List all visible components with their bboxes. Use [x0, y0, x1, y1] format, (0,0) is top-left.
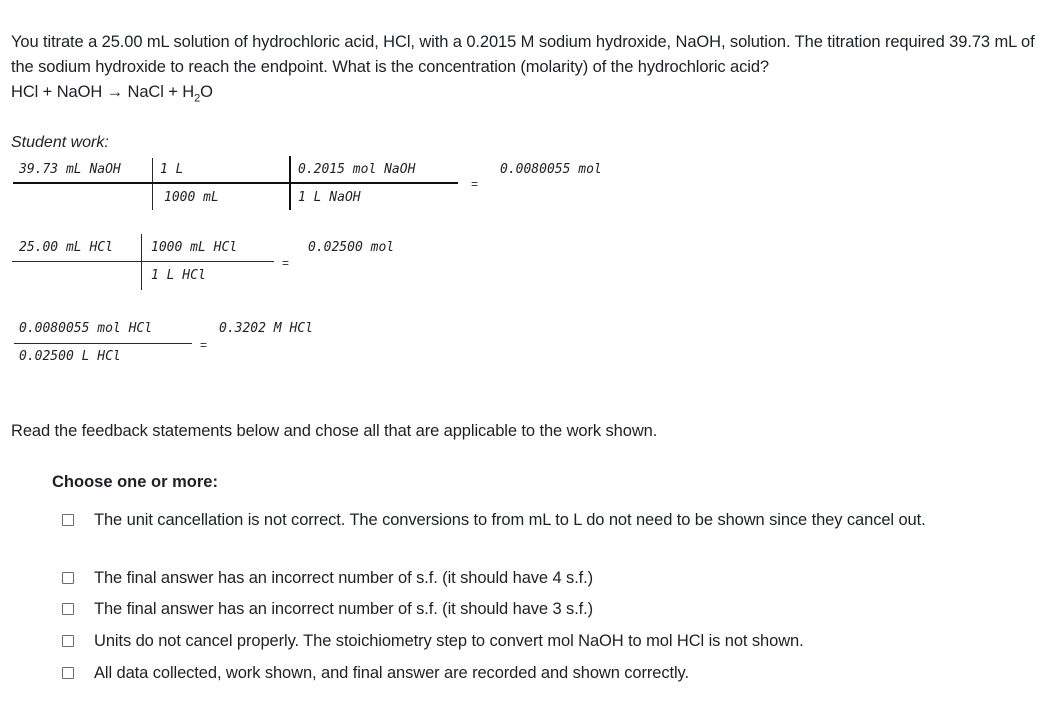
- step1-factor1-denominator: 1000 mL: [164, 190, 219, 205]
- step1-divider-1: [152, 158, 153, 210]
- option-2[interactable]: [62, 565, 972, 591]
- step1-factor2-denominator: 1 L NaOH: [298, 190, 361, 205]
- option-3-checkbox[interactable]: [62, 603, 74, 615]
- step2-factor-denominator: 1 L HCl: [151, 268, 206, 283]
- student-work-label: Student work:: [11, 134, 109, 151]
- step1-start-value: 39.73 mL NaOH: [19, 162, 121, 177]
- step3-denominator: 0.02500 L HCl: [19, 349, 121, 364]
- option-1[interactable]: [62, 507, 972, 533]
- step1-factor1-numerator: 1 L: [160, 162, 184, 177]
- option-1-label[interactable]: The unit cancellation is not correct. The conversions to from mL to L do not need to be shown since they cancel out.: [94, 511, 926, 529]
- feedback-prompt: Read the feedback statements below and chose all that are applicable to the work shown.: [11, 422, 658, 440]
- option-5-checkbox[interactable]: [62, 667, 74, 679]
- step2-divider: [141, 234, 142, 290]
- step1-factor2-numerator: 0.2015 mol NaOH: [298, 162, 416, 177]
- step1-fraction-bar: [13, 182, 458, 184]
- option-2-checkbox[interactable]: [62, 572, 74, 584]
- option-5[interactable]: [62, 660, 972, 686]
- step2-factor-numerator: 1000 mL HCl: [151, 240, 238, 255]
- option-1-checkbox[interactable]: [62, 514, 74, 526]
- option-4[interactable]: [62, 628, 972, 654]
- option-5-label[interactable]: All data collected, work shown, and final answer are recorded and shown correctly.: [94, 664, 689, 682]
- question-text: You titrate a 25.00 mL solution of hydrochloric acid, HCl, with a 0.2015 M sodium hydroxide, NaOH, solution. The titration required 39.73 mL of the sodium hydroxide to reach the endpoint. What is the concentration (molarity) of the hydrochloric acid?: [11, 33, 1035, 76]
- step3-fraction-bar: [14, 343, 192, 344]
- option-2-label[interactable]: The final answer has an incorrect number of s.f. (it should have 4 s.f.): [94, 569, 594, 587]
- reaction-arrow-icon: →: [106, 83, 124, 101]
- option-4-checkbox[interactable]: [62, 635, 74, 647]
- equation-right-suffix: O: [200, 83, 213, 101]
- step3-numerator: 0.0080055 mol HCl: [19, 321, 153, 336]
- step3-equals: =: [200, 338, 208, 352]
- step2-equals: =: [282, 256, 290, 270]
- option-3-label[interactable]: The final answer has an incorrect number of s.f. (it should have 3 s.f.): [94, 600, 594, 618]
- question-text-block: [11, 30, 1035, 105]
- option-3[interactable]: [62, 596, 972, 622]
- option-4-label[interactable]: Units do not cancel properly. The stoichiometry step to convert mol NaOH to mol HCl is not shown.: [94, 632, 804, 650]
- step2-fraction-bar: [12, 261, 274, 262]
- step1-result: 0.0080055 mol: [500, 162, 602, 177]
- chemical-equation: [11, 80, 1035, 105]
- step2-result: 0.02500 mol: [308, 240, 395, 255]
- step1-equals: =: [471, 177, 479, 191]
- equation-subscript: 2: [194, 92, 201, 105]
- step2-start-value: 25.00 mL HCl: [19, 240, 113, 255]
- step3-result: 0.3202 M HCl: [219, 321, 313, 336]
- choose-label: Choose one or more:: [52, 473, 218, 491]
- equation-left: HCl + NaOH: [11, 83, 103, 101]
- equation-right-prefix: NaCl + H: [127, 83, 195, 101]
